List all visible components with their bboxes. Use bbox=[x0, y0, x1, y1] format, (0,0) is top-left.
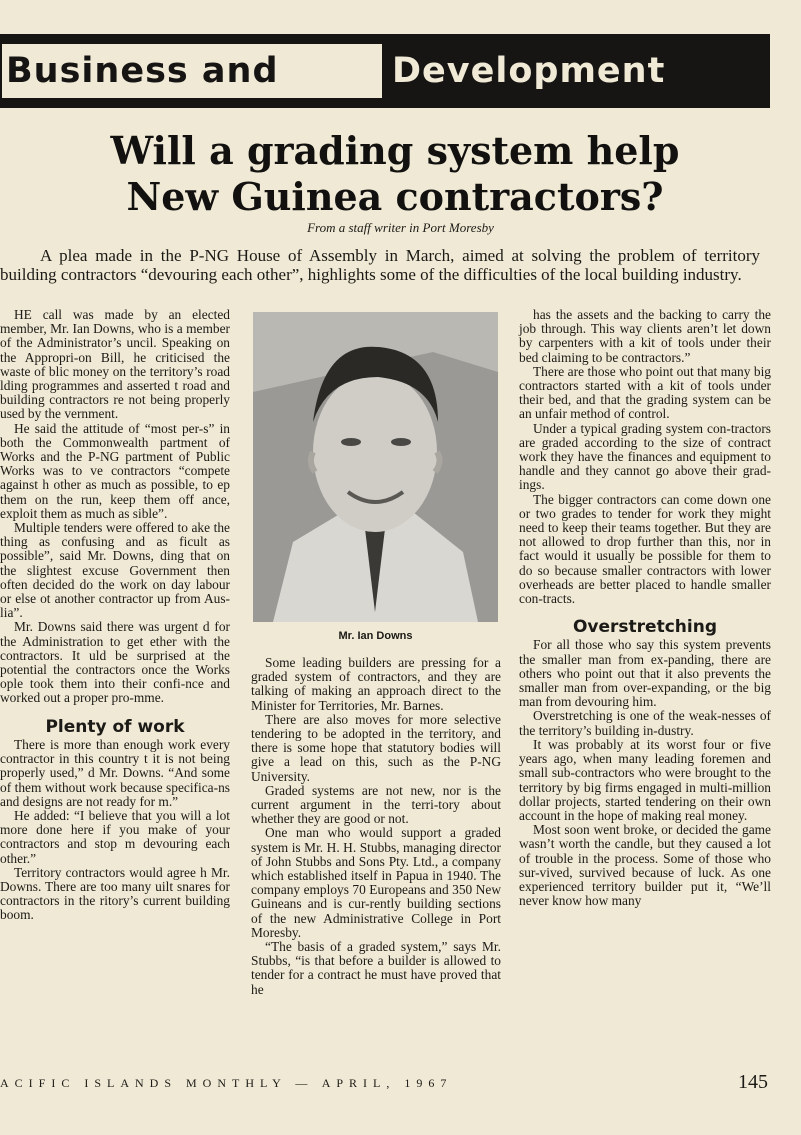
section-title-left: Business and bbox=[2, 44, 382, 98]
subhead-overstretching: Overstretching bbox=[572, 617, 717, 638]
headline-line-2: New Guinea contractors? bbox=[126, 174, 664, 219]
section-title-right: Development bbox=[392, 51, 666, 91]
paragraph: For all those who say this system prevents the smaller man from ex-panding, there are others who point out that it also prevents the smaller man from over-expanding, or the big man from devouring him. bbox=[519, 637, 771, 710]
paragraph: It was probably at its worst four or five years ago, when many leading foremen and small sub-contractors who were brought to the territory by big firms engaged in multi-million dollar projects, started tendering on their own account in the hope of making real money. bbox=[519, 736, 771, 823]
column-1 bbox=[0, 308, 230, 923]
paragraph: Mr. Downs said there was urgent d for the Administration to get ether with the contractors. It uld be surprised at the potential the contractors once the Works ople took them into their confi-nce and worked out a proper pro-mme. bbox=[0, 619, 230, 706]
paragraph: There are also moves for more selective tendering to be adopted in the territory, and there is some hope that statutory bodies will give a lead on this, such as the P-NG University. bbox=[251, 711, 501, 784]
page-number: 145 bbox=[738, 1071, 768, 1093]
column-2 bbox=[251, 656, 501, 997]
paragraph: The bigger contractors can come down one or two grades to tender for work they might need to keep their teams together. But they are not allowed to drop further than this, nor in fact would it usually be possible for them to do so because smaller contractors with lower overheads are better placed to handle smaller con-tracts. bbox=[519, 491, 771, 607]
paragraph: He added: “I believe that you will a lot more done here if you make of your contractors and stop m devouring each other.” bbox=[0, 807, 230, 866]
paragraph: Most soon went broke, or decided the game wasn’t worth the candle, but they caused a lot of trouble in the process. Some of those who sur-vived, survived because of luck. As one experienced territory builder put it, “We’ll never know how many bbox=[519, 822, 771, 909]
paragraph: One man who would support a graded system is Mr. H. H. Stubbs, managing director of John Stubbs and Sons Pty. Ltd., a company which established itself in Papua in 1940. The company employs 70 Europeans and 350 New Guineans and is cur-rently building sections of the new Administrative College in Port Moresby. bbox=[251, 825, 501, 940]
subhead-plenty-of-work: Plenty of work bbox=[45, 716, 185, 737]
paragraph: Overstretching is one of the weak-nesses of the territory’s building in-dustry. bbox=[519, 708, 771, 738]
standfirst: A plea made in the P-NG House of Assembly in March, aimed at solving the problem of territory building contractors “devouring each other”, highlights some of the difficulties of the local building industry. bbox=[0, 246, 760, 284]
headline-line-1: Will a grading system help bbox=[110, 128, 680, 173]
portrait-photo bbox=[253, 312, 498, 622]
publication-footer: ACIFIC ISLANDS MONTHLY — APRIL, 1967 bbox=[0, 1076, 453, 1090]
column-3 bbox=[519, 308, 771, 908]
section-banner bbox=[0, 34, 770, 108]
paragraph: There is more than enough work every contractor in this country t it is not being properly used,” d Mr. Downs. “And some of them without work because specifica-ns and designs are not ready for m.” bbox=[0, 736, 230, 809]
paragraph: Multiple tenders were offered to ake the thing as confusing and as ficult as possible”, said Mr. Downs, ding that on the slightest excuse Government then often decided do the work on day labour or else ot another contractor up from Aus-lia”. bbox=[0, 520, 230, 621]
paragraph: Graded systems are not new, nor is the current argument in the terri-tory about whether they are good or not. bbox=[251, 782, 501, 827]
paragraph: HE call was made by an elected member, Mr. Ian Downs, who is a member of the Administrator’s uncil. Speaking on the Appropri-on Bill, he criticised the waste of blic money on the territory’s road lding programmes and asserted t road and building contractors re not being properly used by the vernment. bbox=[0, 307, 230, 422]
paragraph: Under a typical grading system con-tractors are graded according to the size of contract work they have the finances and equipment to handle and they cannot go above their grad-ings. bbox=[519, 420, 771, 493]
paragraph: “The basis of a graded system,” says Mr. Stubbs, “is that before a builder is allowed to tender for a contract he must have proved that he bbox=[251, 939, 501, 997]
paragraph: He said the attitude of “most per-s” in both the Commonwealth partment of Works and the P-NG partment of Public Works was to ve contractors “compete against h other as much as possible, to ep them on the run, keep them off ance, exploit them as much as sible”. bbox=[0, 420, 230, 521]
portrait-illustration bbox=[253, 312, 498, 622]
paragraph: has the assets and the backing to carry the job through. This way clients aren’t let down by carpenters with a kit of tools under their bed claiming to be contractors.” bbox=[519, 307, 771, 365]
byline: From a staff writer in Port Moresby bbox=[307, 220, 494, 235]
article-headline bbox=[20, 128, 770, 220]
photo-caption: Mr. Ian Downs bbox=[338, 630, 413, 642]
paragraph: Territory contractors would agree h Mr. Downs. There are too many uilt snares for contractors in the ritory’s current building boom. bbox=[0, 864, 230, 923]
paragraph: Some leading builders are pressing for a graded system of contractors, and they are talking of making an approach direct to the Minister for Territories, Mr. Barnes. bbox=[251, 655, 501, 713]
paragraph: There are those who point out that many big contractors started with a kit of tools under their bed, and that the grading system can be an unfair method of control. bbox=[519, 363, 771, 422]
